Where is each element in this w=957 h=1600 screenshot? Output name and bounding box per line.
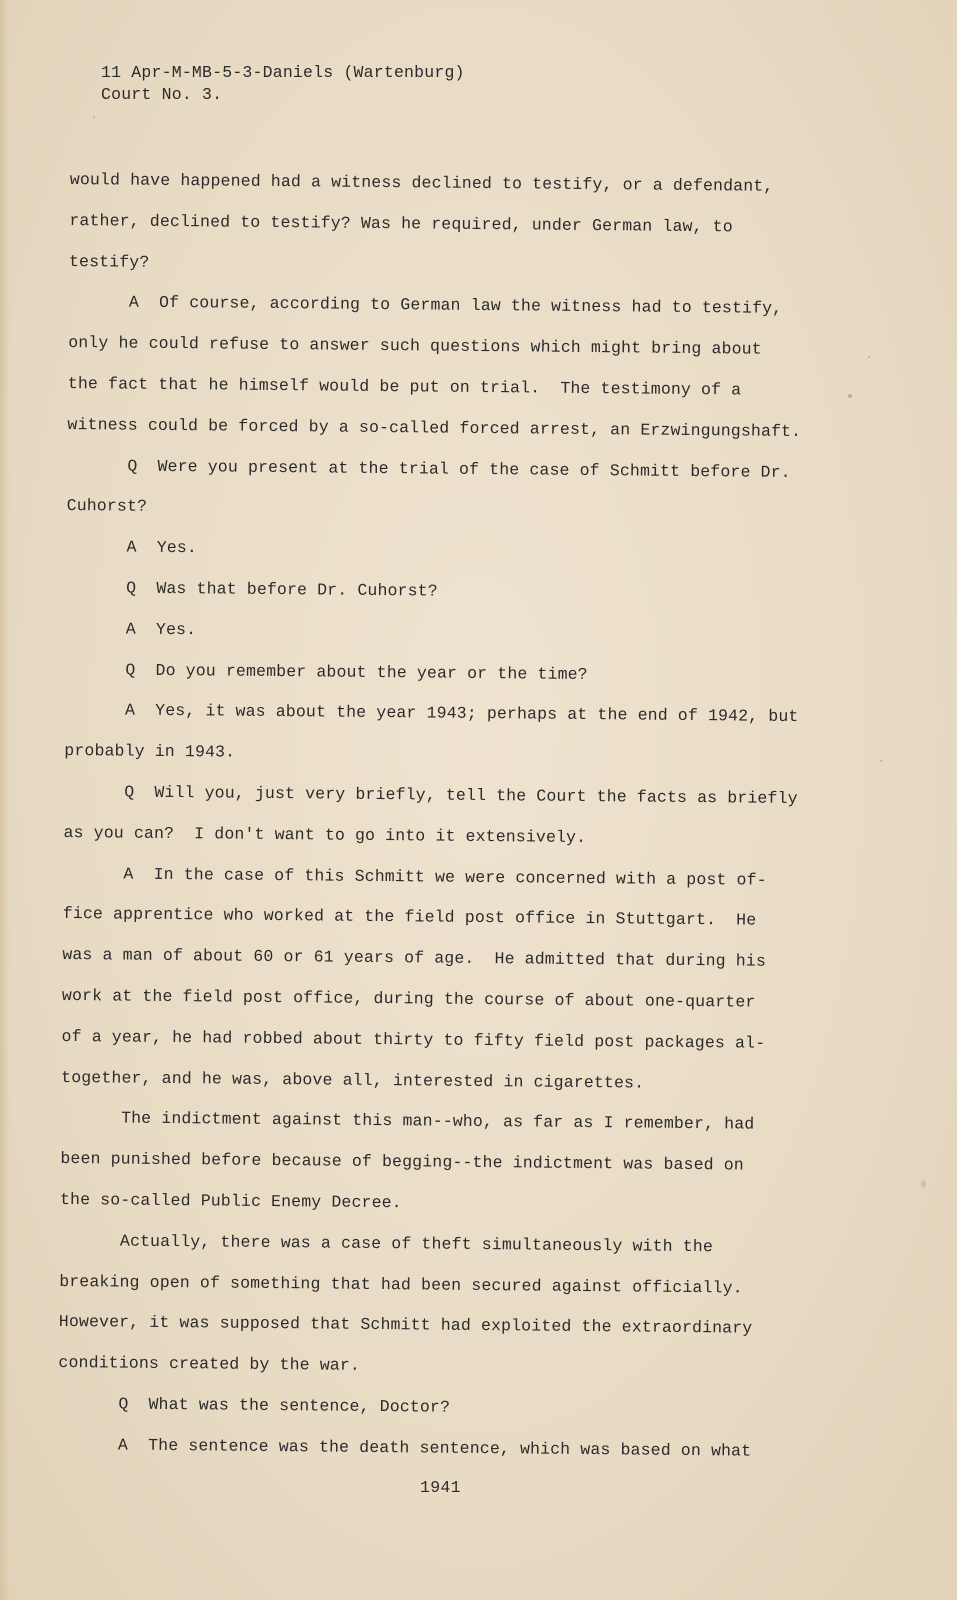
transcript-line: Q Were you present at the trial of the case of Schmitt before Dr. — [66, 455, 791, 482]
transcript-line: Cuhorst? — [66, 496, 148, 517]
transcript-line: However, it was supposed that Schmitt had exploited the extraordinary — [58, 1312, 753, 1338]
header-reference: 11 Apr-M-MB-5-3-Daniels (Wartenburg) — [101, 63, 465, 82]
paper-speck — [868, 356, 870, 358]
transcript-line: fice apprentice who worked at the field post office in Stuttgart. He — [62, 904, 757, 930]
transcript-line: A Yes, it was about the year 1943; perhaps at the end of 1942, but — [64, 700, 799, 727]
transcript-line: rather, declined to testify? Was he required, under German law, to — [69, 210, 733, 237]
transcript-line: was a man of about 60 or 61 years of age. He admitted that during his — [62, 945, 767, 971]
transcript-line: the so-called Public Enemy Decree. — [59, 1189, 402, 1213]
transcript-line: A Yes. — [66, 537, 198, 558]
paper-speck — [921, 1180, 926, 1188]
transcript-line: been punished before because of begging--the indictment was based on — [60, 1149, 744, 1175]
transcript-line: breaking open of something that had been secured against officially. — [59, 1271, 743, 1298]
transcript-line: A Yes. — [65, 618, 197, 639]
transcript-line: as you can? I don't want to go into it extensively. — [63, 822, 587, 847]
transcript-line: would have happened had a witness declined to testify, or a defendant, — [69, 169, 774, 196]
document-header — [101, 62, 465, 106]
transcript-body — [57, 160, 829, 1473]
transcript-line: together, and he was, above all, interested in cigarettes. — [61, 1067, 645, 1093]
transcript-line: A In the case of this Schmitt we were concerned with a post of- — [63, 863, 767, 890]
paper-speck — [93, 116, 95, 118]
transcript-line: witness could be forced by a so-called forced arrest, an Erzwingungshaft. — [67, 414, 802, 441]
transcript-line: only he could refuse to answer such questions which might bring about — [68, 333, 762, 359]
transcript-line: probably in 1943. — [64, 741, 236, 762]
transcript-line: A Of course, according to German law the witness had to testify, — [68, 292, 783, 319]
header-court-number: Court No. 3. — [101, 85, 223, 104]
transcript-line: conditions created by the war. — [58, 1353, 361, 1375]
transcript-line: A The sentence was the death sentence, which was based on what — [57, 1434, 752, 1461]
transcript-line: testify? — [68, 251, 150, 272]
paper-speck — [848, 394, 852, 398]
paper-speck — [880, 760, 882, 762]
transcript-line: Q Was that before Dr. Cuhorst? — [65, 577, 438, 601]
transcript-line: Q What was the sentence, Doctor? — [57, 1393, 451, 1417]
transcript-line: work at the field post office, during the course of about one-quarter — [61, 985, 756, 1012]
transcript-line: Q Do you remember about the year or the time? — [65, 659, 588, 684]
transcript-line: The indictment against this man--who, as far as I remember, had — [60, 1108, 755, 1134]
transcript-line: Q Will you, just very briefly, tell the Court the facts as briefly — [63, 781, 798, 808]
transcript-line: Actually, there was a case of theft simultaneously with the — [59, 1230, 714, 1256]
transcript-line: of a year, he had robbed about thirty to fifty field post packages al- — [61, 1026, 766, 1053]
transcript-line: the fact that he himself would be put on trial. The testimony of a — [67, 373, 742, 400]
page-number: 1941 — [420, 1478, 461, 1497]
